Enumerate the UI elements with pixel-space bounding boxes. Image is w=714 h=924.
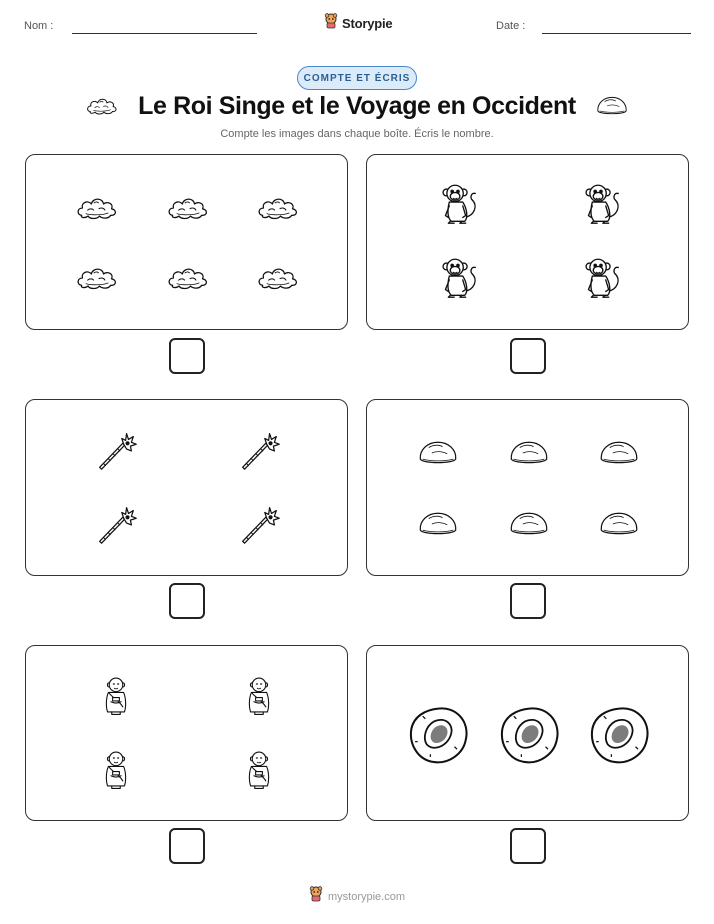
rock-icon (590, 433, 648, 478)
staff-icon (91, 425, 141, 480)
cloud-icon (249, 187, 307, 234)
name-label: Nom : (24, 20, 54, 32)
brand-name: Storypie (342, 16, 393, 31)
counting-box (25, 645, 348, 821)
peach-icon (496, 701, 562, 772)
name-field-line[interactable] (72, 33, 257, 34)
storypie-mascot-icon (324, 13, 338, 34)
peach-icon (586, 701, 652, 772)
monk-icon (237, 670, 281, 725)
page-title: Le Roi Singe et le Voyage en Occident (138, 92, 576, 120)
monkey-icon (575, 179, 625, 234)
rock-icon (590, 504, 648, 549)
monk-icon (94, 670, 138, 725)
monkey-icon (575, 253, 625, 308)
monkey-icon (432, 253, 482, 308)
date-label: Date : (496, 20, 526, 32)
brand-logo (324, 13, 392, 34)
footer (0, 886, 714, 907)
staff-icon (234, 499, 284, 554)
rock-icon (409, 504, 467, 549)
counting-box (366, 399, 689, 576)
monk-icon (237, 744, 281, 799)
cloud-icon (68, 187, 126, 234)
rock-icon (409, 433, 467, 478)
monk-icon (94, 744, 138, 799)
storypie-mascot-icon (309, 886, 323, 907)
counting-box (366, 154, 689, 330)
rock-icon (500, 433, 558, 478)
counting-box (366, 645, 689, 821)
answer-box[interactable] (169, 828, 205, 864)
answer-box[interactable] (169, 583, 205, 619)
answer-box[interactable] (510, 338, 546, 374)
answer-box[interactable] (169, 338, 205, 374)
cloud-icon (159, 187, 217, 234)
rock-icon (596, 94, 628, 123)
cloud-icon (249, 257, 307, 304)
peach-icon (405, 701, 471, 772)
cloud-icon (68, 257, 126, 304)
date-field-line[interactable] (542, 33, 691, 34)
footer-url: mystorypie.com (327, 890, 406, 903)
monkey-icon (432, 179, 482, 234)
counting-box (25, 399, 348, 576)
cloud-icon (159, 257, 217, 304)
instructions: Compte les images dans chaque boîte. Écris le nombre. (220, 128, 494, 140)
answer-box[interactable] (510, 583, 546, 619)
staff-icon (234, 425, 284, 480)
counting-box (25, 154, 348, 330)
answer-box[interactable] (510, 828, 546, 864)
activity-badge: COMPTE ET ÉCRIS (297, 66, 417, 90)
rock-icon (500, 504, 558, 549)
staff-icon (91, 499, 141, 554)
